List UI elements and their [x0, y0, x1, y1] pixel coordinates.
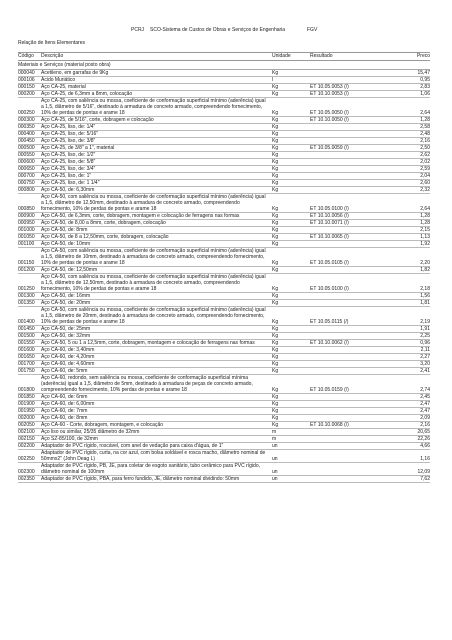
item-price: 1,28 — [420, 117, 430, 123]
item-price: 2,18 — [420, 286, 430, 292]
item-code: 001100 — [18, 241, 35, 247]
item-code: 001450 — [18, 326, 35, 332]
item-price: 2,83 — [420, 84, 430, 90]
item-price: 1,56 — [420, 293, 430, 299]
item-code: 001050 — [18, 234, 35, 240]
item-description: Aço liso ou similar, 25/35 diâmetro de 32mm — [41, 429, 140, 435]
item-reference: ET 10.05.0050 (/) — [310, 110, 349, 116]
item-description: Aço CA-60, de: 3,40mm — [41, 347, 95, 353]
item-price: 1,91 — [420, 326, 430, 332]
table-row — [18, 248, 430, 267]
item-code: 002000 — [18, 415, 35, 421]
table-row — [18, 408, 430, 415]
item-unit: un — [272, 469, 278, 475]
table-row — [18, 422, 430, 429]
item-unit: un — [272, 476, 278, 482]
item-unit: Kg — [272, 415, 279, 421]
item-description: Aço CA-60, de: 8mm — [41, 415, 88, 421]
item-code: 000600 — [18, 159, 35, 165]
item-description: Aço CA-25, liso, de: 3/8" — [41, 138, 96, 144]
item-unit: Kg — [272, 173, 279, 179]
item-price: 2,09 — [420, 415, 430, 421]
item-price: 7,62 — [420, 476, 430, 482]
item-code: 000900 — [18, 213, 35, 219]
item-price: 2,58 — [420, 124, 430, 130]
table-row — [18, 98, 430, 117]
item-unit: Kg — [272, 361, 279, 367]
item-unit: Kg — [272, 340, 279, 346]
item-price: 2,16 — [420, 138, 430, 144]
item-code: 001200 — [18, 267, 35, 273]
item-code: 001650 — [18, 354, 35, 360]
item-price: 2,25 — [420, 333, 430, 339]
table-row — [18, 463, 430, 476]
item-price: 2,41 — [420, 368, 430, 374]
item-code: 000200 — [18, 91, 35, 97]
item-description: Aço CA-60, de: 7mm — [41, 408, 88, 414]
table-row — [18, 361, 430, 368]
col-description-header: Descrição — [41, 53, 64, 59]
item-price: 1,92 — [420, 241, 430, 247]
item-reference: ET 10.05.0053 (/) — [310, 84, 349, 90]
item-description: Acetileno, em garrafas de 9Kg — [41, 70, 109, 76]
item-description: Aço CA-25, de 5/16", corte, dobragem e colocação — [41, 117, 154, 123]
item-code: 000040 — [18, 70, 35, 76]
item-unit: m — [272, 436, 277, 442]
document-page — [18, 26, 430, 482]
table-row — [18, 220, 430, 227]
item-reference: ET 10.05.0059 (/) — [310, 145, 349, 151]
item-unit: Kg — [272, 138, 279, 144]
item-price: 2,04 — [420, 173, 430, 179]
table-row — [18, 450, 430, 463]
item-reference: ET 10.10.0068 (/) — [310, 422, 349, 428]
item-price: 2,20 — [420, 260, 430, 266]
item-code: 000650 — [18, 166, 35, 172]
item-unit: Kg — [272, 422, 279, 428]
col-price-header: Preco — [416, 53, 430, 59]
item-unit: Kg — [272, 293, 279, 299]
item-description: Ácido Muriático — [41, 77, 76, 83]
item-unit: Kg — [272, 347, 279, 353]
item-price: 12,09 — [417, 469, 430, 475]
item-description: Aço CA-60, redondo, sem saliência ou mossa, coeficiente de conformação superficial mínima (aderência) igual a 1,5, diâmetro de 5mm, destinado à armadura de peças de concreto armado, compreendendo fornecimento, 10% perdas de pontas e arame 18 — [41, 375, 253, 393]
item-price: 2,11 — [420, 347, 430, 353]
item-code: 000750 — [18, 180, 35, 186]
table-row — [18, 124, 430, 131]
header-system: SCO-Sistema de Custos de Obras e Serviços de Engenharia — [150, 27, 286, 33]
table-row — [18, 213, 430, 220]
item-description: Aço CA-50, de: 12,50mm — [41, 267, 98, 273]
item-unit: Kg — [272, 206, 279, 212]
item-price: 2,32 — [420, 187, 430, 193]
report-subtitle: Relação de Itens Elementares — [18, 40, 85, 46]
item-description: Aço CA-50, de: 8mm — [41, 227, 88, 233]
table-row — [18, 159, 430, 166]
table-row — [18, 354, 430, 361]
table-row — [18, 347, 430, 354]
item-unit: Kg — [272, 387, 279, 393]
item-code: 000250 — [18, 110, 35, 116]
item-unit: Kg — [272, 394, 279, 400]
items-table — [18, 70, 430, 483]
item-price: 2,15 — [420, 227, 430, 233]
item-unit: m — [272, 429, 277, 435]
item-description: Aço CA-60, de: 4,20mm — [41, 354, 95, 360]
item-description: Aço CA-25, liso, de: 1 1/4" — [41, 180, 100, 186]
item-code: 000350 — [18, 124, 35, 130]
item-price: 15,47 — [417, 70, 430, 76]
item-unit: Kg — [272, 234, 279, 240]
item-price: 2,47 — [420, 408, 430, 414]
item-description: Aço CA-50, de: 6,30mm — [41, 187, 95, 193]
item-unit: l — [272, 77, 274, 83]
col-unit-header: Unidade — [272, 53, 291, 59]
item-unit: Kg — [272, 131, 279, 137]
table-row — [18, 234, 430, 241]
item-price: 1,06 — [420, 91, 430, 97]
item-price: 2,45 — [420, 394, 430, 400]
item-description: Aço CA-25, liso, de: 5/8" — [41, 159, 96, 165]
item-unit: Kg — [272, 220, 279, 226]
item-code: 001850 — [18, 394, 35, 400]
item-price: 2,62 — [420, 152, 430, 158]
item-unit: Kg — [272, 326, 279, 332]
item-code: 002050 — [18, 422, 35, 428]
item-code: 000950 — [18, 220, 35, 226]
table-row — [18, 401, 430, 408]
item-code: 001950 — [18, 408, 35, 414]
item-description: Aço CA-50, de 8 a 12,50mm, corte, dobragem, colocação — [41, 234, 169, 240]
item-description: Aço CA-25, liso, de: 1/2" — [41, 152, 96, 158]
table-row — [18, 117, 430, 124]
item-unit: Kg — [272, 70, 279, 76]
item-description: Aço CA-50, com saliência ou mossa, coeficiente de conformação superficial mínimo (aderência) igual a 1,5, diâmetro de 12,50mm, destinado à armadura de concreto armado, compreendendo fornecimento, 10% de perdas de pontas e arame 18 — [41, 274, 266, 292]
item-price: 2,59 — [420, 166, 430, 172]
item-price: 1,82 — [420, 267, 430, 273]
item-reference: ET 10.10.0062 (/) — [310, 340, 349, 346]
item-price: 2,47 — [420, 401, 430, 407]
item-unit: un — [272, 456, 278, 462]
item-description: Aço SZ-85/100, de 32mm — [41, 436, 98, 442]
item-unit: Kg — [272, 152, 279, 158]
table-row — [18, 476, 430, 483]
item-code: 000150 — [18, 84, 35, 90]
item-unit: Kg — [272, 267, 279, 273]
item-price: 2,74 — [420, 387, 430, 393]
item-code: 001550 — [18, 340, 35, 346]
table-row — [18, 394, 430, 401]
item-price: 2,16 — [420, 422, 430, 428]
item-unit: un — [272, 443, 278, 449]
item-price: 0,96 — [420, 340, 430, 346]
item-description: Aço CA-50, de: 32mm — [41, 333, 91, 339]
table-row — [18, 194, 430, 213]
table-row — [18, 187, 430, 194]
table-row — [18, 293, 430, 300]
item-code: 002250 — [18, 456, 35, 462]
item-description: Adaptador de PVC rígido, roscável, com anel de vedação para caixa d'água, de 1" — [41, 443, 224, 449]
table-row — [18, 267, 430, 274]
item-description: Aço CA-25, material — [41, 84, 86, 90]
item-description: Aço CA-25, de 6,3mm a 8mm, colocação — [41, 91, 133, 97]
item-unit: Kg — [272, 84, 279, 90]
item-code: 001700 — [18, 361, 35, 367]
item-code: 002200 — [18, 443, 35, 449]
item-unit: Kg — [272, 241, 279, 247]
item-description: Aço CA-50, de 6,3mm, corte, dobragem, montagem e colocação de ferragens nas formas — [41, 213, 240, 219]
item-code: 002300 — [18, 469, 35, 475]
item-description: Aço CA-60, de: 5mm — [41, 368, 88, 374]
col-code-header: Código — [18, 53, 34, 59]
item-unit: Kg — [272, 408, 279, 414]
table-row — [18, 180, 430, 187]
item-description: Aço CA-25, liso, de: 1" — [41, 173, 92, 179]
item-reference: ET 10.10.0053 (/) — [310, 91, 349, 97]
item-code: 000106 — [18, 77, 35, 83]
item-code: 002100 — [18, 429, 35, 435]
item-price: 0,95 — [420, 77, 430, 83]
item-price: 2,64 — [420, 206, 430, 212]
table-row — [18, 326, 430, 333]
item-reference: ET 10.10.0050 (/) — [310, 117, 349, 123]
table-row — [18, 436, 430, 443]
item-reference: ET 10.10.0056 (/) — [310, 213, 349, 219]
item-description: Adaptador de PVC rígido, PBA, para ferro fundido, JE, diâmetro nominal dividindo: 50mm — [41, 476, 240, 482]
item-unit: Kg — [272, 354, 279, 360]
item-description: Aço CA-50, com saliência ou mossa, coeficiente de conformação superficial mínimo (aderência) igual a 1,5, diâmetro de 20mm, destinado à armadura de concreto armado, compreendendo fornecimento, 10% de perdas de pontas e arame 18 — [41, 307, 266, 325]
item-code: 001250 — [18, 286, 35, 292]
item-code: 002150 — [18, 436, 35, 442]
table-row — [18, 368, 430, 375]
item-unit: Kg — [272, 286, 279, 292]
table-row — [18, 307, 430, 326]
item-price: 2,60 — [420, 180, 430, 186]
page-header — [18, 26, 430, 35]
table-row — [18, 77, 430, 84]
item-price: 1,81 — [420, 300, 430, 306]
item-description: Aço CA-25, de 3/8" a 1", material — [41, 145, 115, 151]
table-row — [18, 166, 430, 173]
table-row — [18, 415, 430, 422]
item-price: 1,16 — [420, 456, 430, 462]
item-code: 001150 — [18, 260, 35, 266]
table-row — [18, 429, 430, 436]
header-fgv: FGV — [307, 27, 318, 33]
item-description: Aço CA-60 - Corte, dobragem, montagem, e colocação — [41, 422, 164, 428]
item-reference: ET 10.05.0100 (/) — [310, 286, 349, 292]
table-row — [18, 145, 430, 152]
item-description: Adaptador de PVC rígido, PB, JE, para coletar de esgoto sanitário, tubo cerâmico para PVC rígido, diâmetro nominal de 100mm — [41, 463, 261, 475]
item-price: 1,28 — [420, 220, 430, 226]
item-description: Aço CA-50, 5 ou 1 a 12,5mm, corte, dobragem, montagem e colocação de ferragens nas formas — [41, 340, 255, 346]
item-price: 1,28 — [420, 213, 430, 219]
item-reference: ET 10.05.0100 (/) — [310, 206, 349, 212]
item-price: 1,13 — [420, 234, 430, 240]
table-row — [18, 91, 430, 98]
item-unit: Kg — [272, 368, 279, 374]
item-unit: Kg — [272, 319, 279, 325]
item-price: 2,19 — [420, 319, 430, 325]
item-unit: Kg — [272, 124, 279, 130]
table-row — [18, 227, 430, 234]
item-code: 000800 — [18, 187, 35, 193]
item-description: Aço CA-25, com saliência ou mossa, coeficiente de conformação superficial mínimo (aderência) igual a 1,5, diâmetro de 5/16", destinado à armadura de concreto armado, compreendendo fornecimento, 10% de perdas de pontas e arame 18 — [41, 98, 266, 116]
item-code: 000450 — [18, 138, 35, 144]
item-code: 000300 — [18, 117, 35, 123]
item-code: 002350 — [18, 476, 35, 482]
item-code: 000550 — [18, 152, 35, 158]
table-row — [18, 241, 430, 248]
item-reference: ET 10.10.0071 (/) — [310, 220, 349, 226]
item-unit: Kg — [272, 110, 279, 116]
item-price: 22,26 — [417, 436, 430, 442]
item-price: 20,65 — [417, 429, 430, 435]
item-code: 000400 — [18, 131, 35, 137]
item-code: 001800 — [18, 387, 35, 393]
item-unit: Kg — [272, 159, 279, 165]
item-description: Aço CA-25, liso, de: 5/16" — [41, 131, 99, 137]
item-reference: ET 10.10.0065 (/) — [310, 234, 349, 240]
item-price: 2,64 — [420, 110, 430, 116]
item-description: Aço CA-60, de: 6,00mm — [41, 401, 95, 407]
item-description: Aço CA-50, com saliência ou mossa, coeficiente de conformação superficial mínimo (aderência) igual a 1,5, diâmetro de 12,50mm, destinado à armadura de concreto armado, compreendendo fornecimento, 10% de perdas de pontas e arame 18 — [41, 194, 266, 212]
table-row — [18, 274, 430, 293]
item-code: 001350 — [18, 300, 35, 306]
item-description: Aço CA-25, liso, de: 1/4" — [41, 124, 96, 130]
item-unit: Kg — [272, 227, 279, 233]
item-unit: Kg — [272, 145, 279, 151]
item-code: 000700 — [18, 173, 35, 179]
table-row — [18, 375, 430, 394]
item-reference: ET 10.05.0115 (/) — [310, 319, 349, 325]
item-code: 001400 — [18, 319, 35, 325]
item-description: Aço CA-50, de: 20mm — [41, 300, 91, 306]
table-row — [18, 300, 430, 307]
header-org: PCRJ — [131, 27, 145, 33]
item-code: 001300 — [18, 293, 35, 299]
item-description: Aço CA-50, de 8,00 a 8mm, corte, dobragem, colocação — [41, 220, 166, 226]
item-code: 000850 — [18, 206, 35, 212]
item-description: Aço CA-50, de: 25mm — [41, 326, 91, 332]
item-code: 001750 — [18, 368, 35, 374]
item-code: 001000 — [18, 227, 35, 233]
item-price: 2,27 — [420, 354, 430, 360]
item-unit: Kg — [272, 91, 279, 97]
table-row — [18, 443, 430, 450]
item-reference: ET 10.05.0105 (/) — [310, 260, 349, 266]
item-unit: Kg — [272, 333, 279, 339]
item-unit: Kg — [272, 213, 279, 219]
item-unit: Kg — [272, 300, 279, 306]
item-description: Aço CA-60, de: 4,60mm — [41, 361, 95, 367]
item-unit: Kg — [272, 187, 279, 193]
item-reference: ET 10.05.0159 (/) — [310, 387, 349, 393]
item-description: Aço CA-50, de: 16mm — [41, 293, 91, 299]
item-price: 2,48 — [420, 131, 430, 137]
table-row — [18, 333, 430, 340]
item-price: 2,50 — [420, 145, 430, 151]
item-unit: Kg — [272, 180, 279, 186]
table-row — [18, 84, 430, 91]
item-unit: Kg — [272, 260, 279, 266]
item-price: 4,66 — [420, 443, 430, 449]
item-description: Aço CA-50, de: 10mm — [41, 241, 91, 247]
table-row — [18, 173, 430, 180]
col-reference-header: Resultado — [310, 53, 333, 59]
column-header-row — [18, 52, 430, 61]
item-code: 001900 — [18, 401, 35, 407]
table-row — [18, 70, 430, 77]
table-row — [18, 131, 430, 138]
item-price: 3,20 — [420, 361, 430, 367]
item-description: Aço CA-25, liso, de: 3/4" — [41, 166, 96, 172]
item-code: 000500 — [18, 145, 35, 151]
item-unit: Kg — [272, 401, 279, 407]
table-row — [18, 340, 430, 347]
item-description: Aço CA-50, com saliência ou mossa, coeficiente de conformação superficial mínimo (aderência) igual a 1,5, diâmetro de 10mm, destinado à armadura de concreto armado, compreendendo fornecimento, 10% de perdas de pontas e arame 18 — [41, 248, 266, 266]
item-description: Aço CA-60, de: 6mm — [41, 394, 88, 400]
item-description: Adaptador de PVC rígido, curta, na cor azul, com bolsa soldável e rosca macho, diâmetro nominal de 50mmx2" (John Deag L) — [41, 450, 266, 462]
table-row — [18, 138, 430, 145]
table-row — [18, 152, 430, 159]
item-unit: Kg — [272, 166, 279, 172]
item-price: 2,02 — [420, 159, 430, 165]
section-title: Materiais e Serviços (material posto obra) — [18, 62, 111, 68]
item-code: 001500 — [18, 333, 35, 339]
item-code: 001600 — [18, 347, 35, 353]
item-unit: Kg — [272, 117, 279, 123]
